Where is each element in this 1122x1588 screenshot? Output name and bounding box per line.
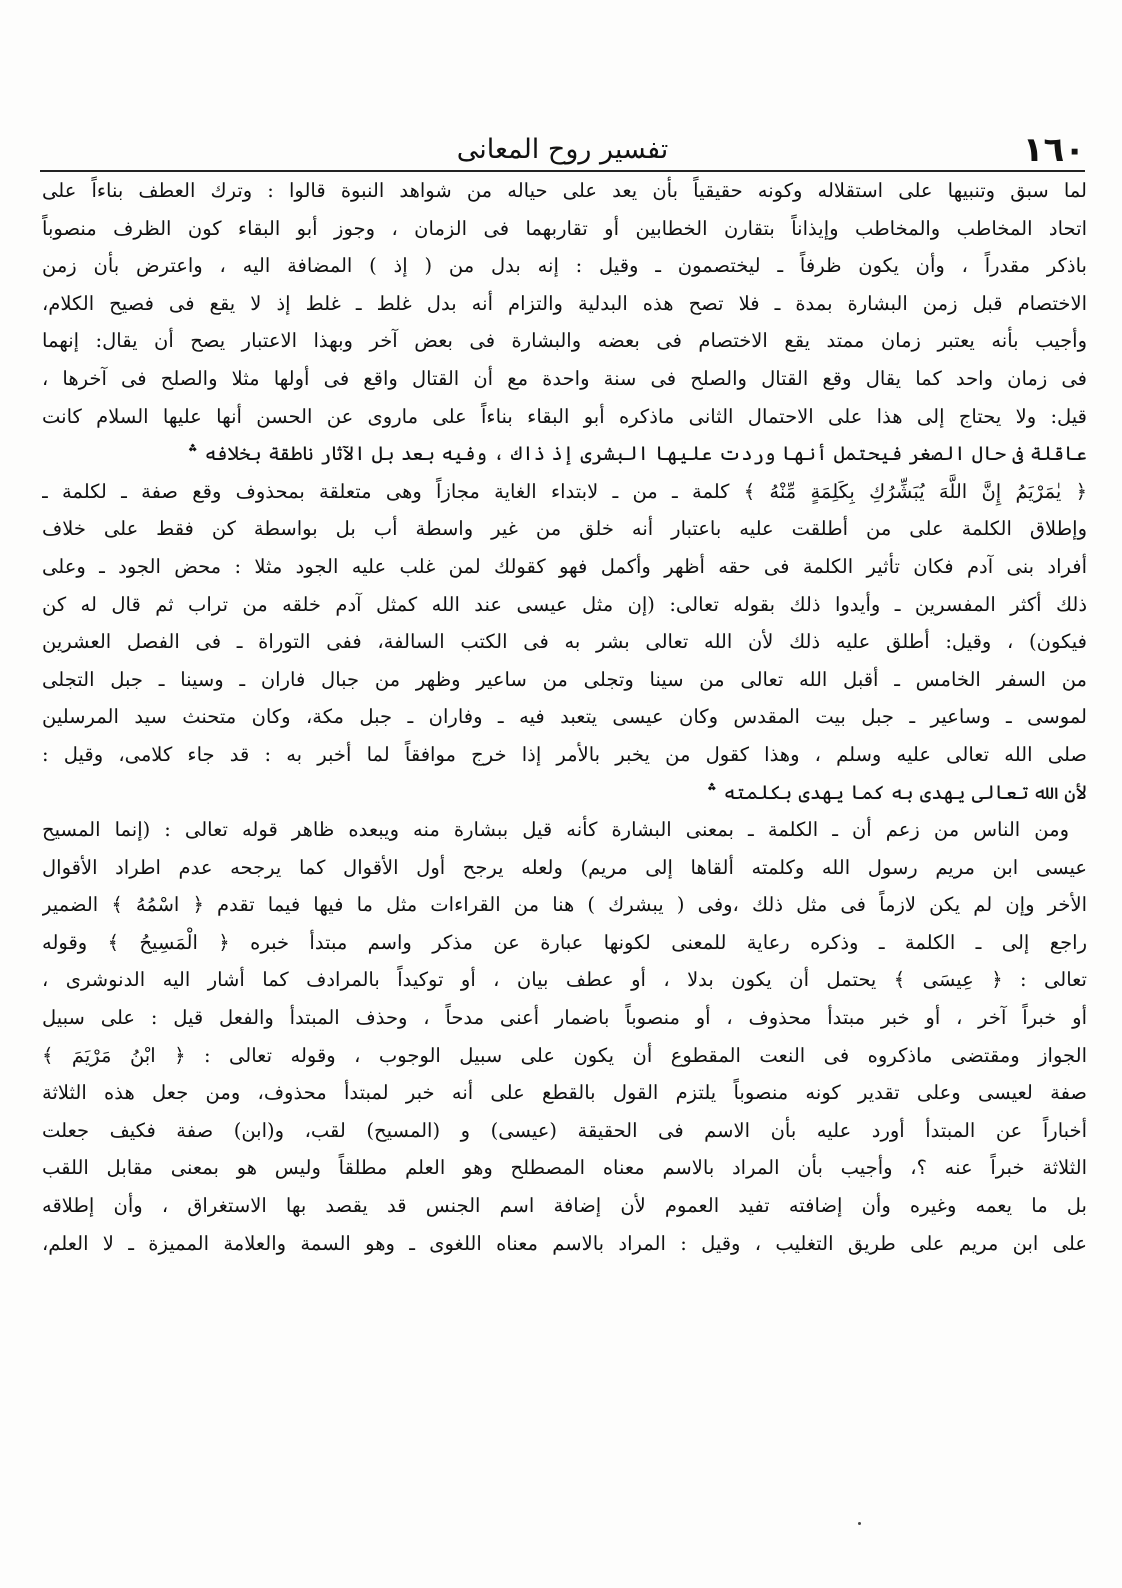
text-line: لأن الله تعالى يهدى به كما يهدى بكلمته ؞ bbox=[706, 780, 1087, 804]
text-line: لموسى ـ وساعير ـ جبل بيت المقدس وكان عيسى يتعبد فيه ـ وفاران ـ جبل مكة، وكان متحنث سيد المرسلين bbox=[42, 705, 1087, 729]
text-line: راجع إلى ـ الكلمة ـ وذكره رعاية للمعنى لكونها عبارة عن مذكر واسم مبتدأ خبره ﴿ الْمَسِيحُ ﴾ وقوله bbox=[42, 930, 1087, 954]
text-line: أو خبراً آخر ، أو خبر مبتدأ محذوف ، أو منصوباً باضمار أعنى مدحاً ، وحذف المبتدأ والفعل قيل : على سبيل bbox=[42, 1006, 1087, 1030]
text-line: من السفر الخامس ـ أقبل الله تعالى من سينا وتجلى من ساعير وظهر من جبال فاران ـ وسينا ـ جبل التجلى bbox=[42, 667, 1087, 691]
text-line: أخباراً عن المبتدأ أورد عليه بأن الاسم فى الحقيقة (عيسى) و (المسيح) لقب، و(ابن) صفة فكيف جعلت bbox=[42, 1118, 1087, 1142]
page-number: ١٦٠ bbox=[1022, 130, 1085, 170]
text-line: عيسى ابن مريم رسول الله وكلمته ألقاها إلى مريم) ولعله يرجح أول الأقوال كما يرجحه عدم اطراد الأقوال bbox=[42, 855, 1087, 879]
text-line: عاقلة فى حال الصغر فيحتمل أنها وردت عليها البشرى إذ ذاك ، وفيه بعد بل الآثار ناطقة بخلافه ؞ bbox=[187, 442, 1087, 466]
body-text bbox=[42, 172, 1087, 1262]
text-line: ﴿ يٰمَرْيَمُ إِنَّ اللَّهَ يُبَشِّرُكِ بِكَلِمَةٍ مِّنْهُ ﴾ كلمة ـ من ـ لابتداء الغاية مجازاً وهى متعلقة بمحذوف وقع صفة ـ لكلمة ـ bbox=[42, 479, 1087, 503]
text-line: الأخر وإن لم يكن لازماً فى مثل ذلك ،وفى ( يبشرك ) هنا من القراءات مثل ما فيها فيما تقدم ﴿ اسْمُهُ ﴾ الضمير bbox=[42, 893, 1087, 917]
text-line: على ابن مريم على طريق التغليب ، وقيل : المراد بالاسم معناه اللغوى ـ وهو السمة والعلامة المميزة ـ لا العلم، bbox=[42, 1231, 1087, 1255]
text-line: وأجيب بأنه يعتبر زمان ممتد يقع الاختصام فى بعضه والبشارة فى بعض آخر وبهذا الاعتبار يصح أن يقال: إنهما bbox=[42, 329, 1087, 353]
text-line: فيكون) ، وقيل: أطلق عليه ذلك لأن الله تعالى بشر به فى الكتب السالفة، ففى التوراة ـ فى الفصل العشرين bbox=[42, 630, 1087, 654]
text-line: الاختصام قبل زمن البشارة بمدة ـ فلا تصح هذه البدلية والتزام أنه بدل غلط ـ غلط إذ لا يقع فى فصيح الكلام، bbox=[42, 291, 1087, 315]
text-line: صفة لعيسى وعلى تقدير كونه منصوباً يلتزم القول بالقطع على أنه خبر لمبتدأ محذوف، ومن جعل هذه الثلاثة bbox=[42, 1081, 1087, 1105]
text-line: وإطلاق الكلمة على من أطلقت عليه باعتبار أنه خلق من غير واسطة أب بل بواسطة كن فقط على خلاف bbox=[42, 517, 1087, 541]
text-line: أفراد بنى آدم فكان تأثير الكلمة فى حقه أظهر وأكمل فهو كقولك لمن غلب عليه الجود مثلا : محض الجود ـ وعلى bbox=[42, 554, 1087, 578]
running-title: تفسير روح المعانى bbox=[456, 134, 669, 165]
text-line: بل ما يعمه وغيره وأن إضافته تفيد العموم لأن إضافة اسم الجنس قد يقصد بها الاستغراق ، وأن إطلاقه bbox=[42, 1194, 1087, 1218]
footer-dot bbox=[858, 1522, 861, 1525]
text-line: الجواز ومقتضى ماذكروه فى النعت المقطوع أن يكون على سبيل الوجوب ، وقوله تعالى : ﴿ ابْنُ مَرْيَمَ ﴾ bbox=[42, 1043, 1087, 1067]
text-line: لما سبق وتنبيها على استقلاله وكونه حقيقياً بأن يعد على حياله من شواهد النبوة قالوا : وترك العطف بناءاً على bbox=[42, 179, 1087, 202]
text-line: باذكر مقدراً ، وأن يكون ظرفاً ـ ليختصمون ـ وقيل : إنه بدل من ( إذ ) المضافة اليه ، واعترض بأن زمن bbox=[42, 254, 1087, 278]
text-line: صلى الله تعالى عليه وسلم ، وهذا كقول من يخبر بالأمر إذا خرج موافقاً لما أخبر به : قد جاء كلامى، وقيل : bbox=[42, 742, 1087, 766]
text-line: فى زمان واحد كما يقال وقع القتال والصلح فى سنة واحدة مع أن القتال واقع فى أولها مثلا والصلح فى آخرها ، bbox=[42, 366, 1087, 390]
page-header bbox=[40, 128, 1085, 172]
text-line: تعالى : ﴿ عِيسَى ﴾ يحتمل أن يكون بدلا ، أو عطف بيان ، أو توكيداً بالمرادف كما أشار اليه الدنوشرى ، bbox=[42, 968, 1087, 992]
text-line: الثلاثة خبراً عنه ؟، وأجيب بأن المراد بالاسم معناه المصطلح وهو العلم مطلقاً وليس هو بمعنى مقابل اللقب bbox=[42, 1156, 1087, 1180]
text-line: ذلك أكثر المفسرين ـ وأيدوا ذلك بقوله تعالى: (إن مثل عيسى عند الله كمثل آدم خلقه من تراب ثم قال له كن bbox=[42, 592, 1087, 616]
text-line: ومن الناس من زعم أن ـ الكلمة ـ بمعنى البشارة كأنه قيل ببشارة منه ويبعده ظاهر قوله تعالى : (إنما المسيح bbox=[42, 818, 1069, 842]
text-line: قيل: ولا يحتاج إلى هذا على الاحتمال الثانى ماذكره أبو البقاء بناءاً على ماروى عن الحسن أنها عليها السلام كانت bbox=[42, 404, 1087, 428]
text-line: اتحاد المخاطب والمخاطب وإيذاناً بتقارن الخطابين أو تقاربهما فى الزمان ، وجوز أبو البقاء كون الظرف منصوباً bbox=[42, 216, 1087, 240]
